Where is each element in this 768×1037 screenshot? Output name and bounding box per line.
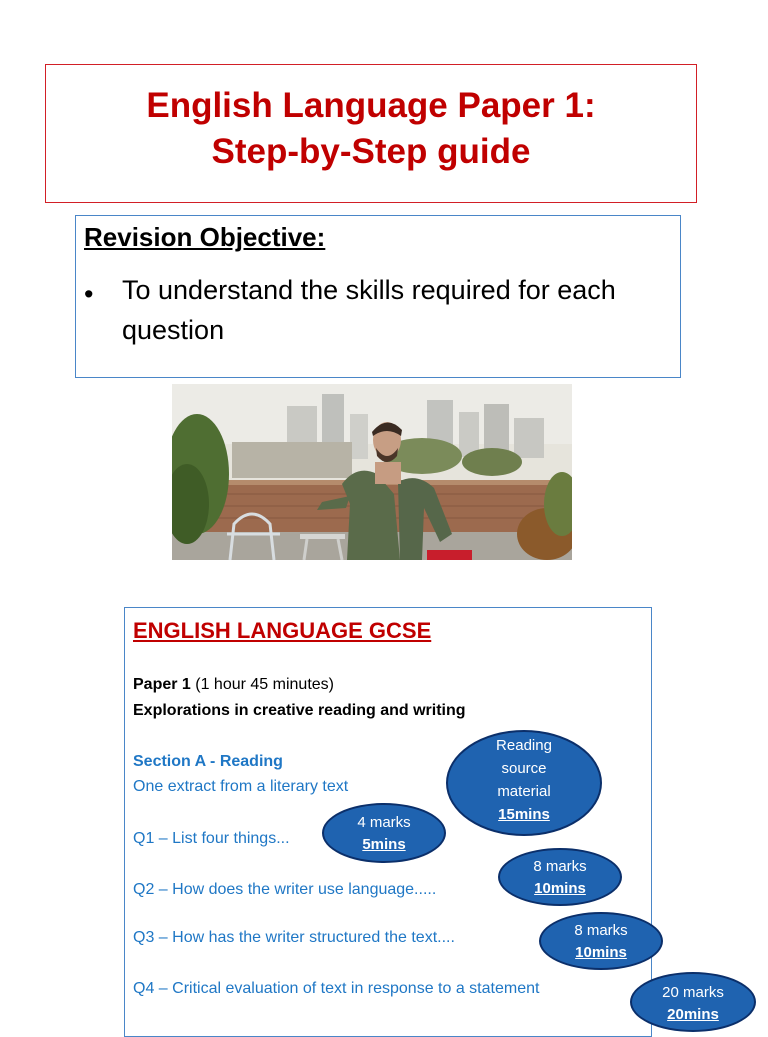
question-2: Q2 – How does the writer use language..... (133, 881, 437, 898)
oval-reading-l1: Reading (496, 737, 552, 754)
paper-line (133, 676, 334, 694)
question-4: Q4 – Critical evaluation of text in response to a statement (133, 980, 540, 997)
reading-time-oval (446, 730, 602, 836)
section-title: Section A - Reading (133, 753, 283, 770)
oval-reading-l3: material (497, 783, 551, 800)
q2-marks: 8 marks (533, 858, 587, 875)
photo-man-on-rooftop (172, 384, 572, 560)
objective-bullet-text: To understand the skills required for each question (122, 275, 616, 345)
revision-objective-box (75, 215, 681, 378)
title-line-1: English Language Paper 1: (146, 86, 596, 125)
q3-marks-oval (539, 912, 663, 970)
paper-label: Paper 1 (133, 676, 191, 693)
title-box (45, 64, 697, 203)
q1-marks: 4 marks (357, 814, 411, 831)
objective-heading: Revision Objective: (84, 222, 326, 252)
q3-time: 10mins (575, 944, 627, 961)
section-description: One extract from a literary text (133, 778, 349, 795)
paper-duration: (1 hour 45 minutes) (190, 676, 334, 693)
q1-time: 5mins (362, 836, 406, 853)
q2-marks-oval (498, 848, 622, 906)
oval-reading-l2: source (501, 760, 547, 777)
q2-time: 10mins (534, 880, 586, 897)
q4-time: 20mins (667, 1006, 719, 1023)
bullet-icon: • (84, 279, 94, 309)
q4-marks: 20 marks (662, 984, 724, 1001)
q3-marks: 8 marks (574, 922, 628, 939)
question-1: Q1 – List four things... (133, 830, 290, 847)
gcse-title: ENGLISH LANGUAGE GCSE (133, 618, 432, 643)
q1-marks-oval (322, 803, 446, 863)
q4-marks-oval (630, 972, 756, 1032)
question-3: Q3 – How has the writer structured the text.... (133, 929, 455, 946)
oval-reading-time: 15mins (498, 806, 550, 823)
paper-subtitle: Explorations in creative reading and writing (133, 702, 466, 719)
title-line-2: Step-by-Step guide (211, 132, 531, 171)
